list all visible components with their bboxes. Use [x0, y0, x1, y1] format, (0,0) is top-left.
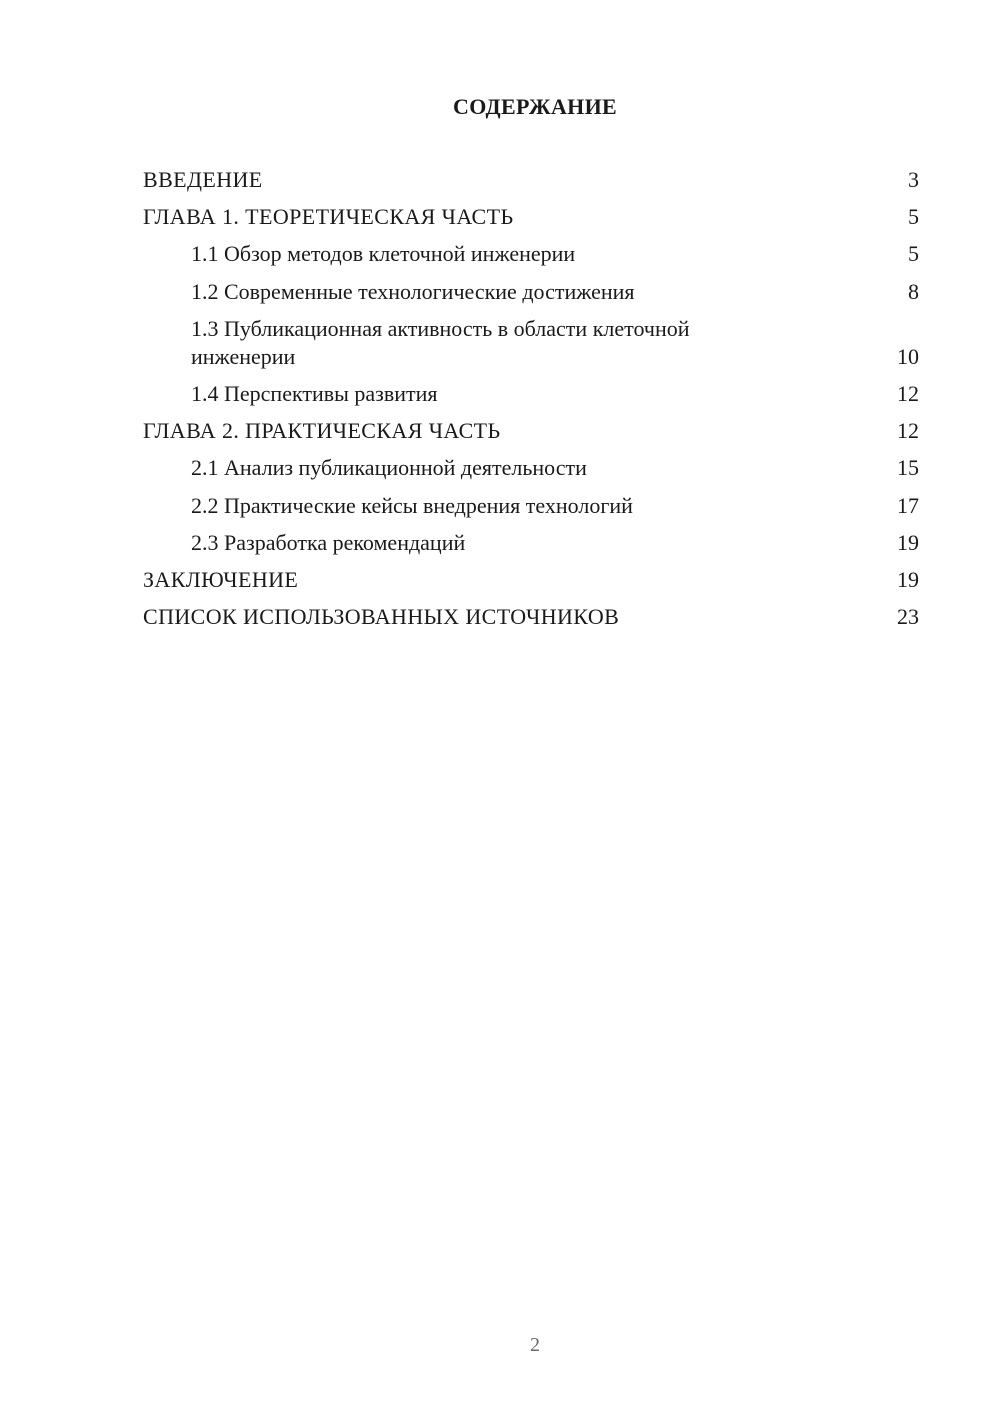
toc-entry-page: 23	[897, 604, 919, 630]
toc-entry-page: 19	[897, 529, 919, 555]
toc-entry-text: ВВЕДЕНИЕ	[143, 167, 263, 192]
toc-entry-text: ГЛАВА 2. ПРАКТИЧЕСКАЯ ЧАСТЬ	[143, 418, 501, 444]
toc-entry-text: 1.1 Обзор методов клеточной инженерии	[191, 241, 576, 267]
toc-entry-text: ГЛАВА 1. ТЕОРЕТИЧЕСКАЯ ЧАСТЬ	[143, 204, 514, 230]
toc-entry-text: 1.3 Публикационная активность в области клеточной инженерии	[191, 315, 690, 369]
toc-entry-text: 2.3 Разработка рекомендаций	[191, 529, 466, 555]
toc-entry-page: 3	[908, 167, 919, 192]
toc-entry-page: 15	[897, 455, 919, 481]
toc-entry-page: 12	[897, 418, 919, 444]
toc-entry-conclusion[interactable]	[143, 566, 919, 594]
toc-entry-text: 1.4 Перспективы развития	[191, 380, 438, 406]
toc-entry-section-1-1[interactable]	[143, 240, 919, 268]
toc-entry-chapter-1[interactable]	[143, 203, 919, 231]
toc-entry-text: 2.1 Анализ публикационной деятельности	[191, 455, 587, 481]
toc-entry-section-2-1[interactable]	[143, 454, 919, 482]
toc-entry-text: ЗАКЛЮЧЕНИЕ	[143, 566, 299, 592]
toc-entry-section-1-4[interactable]	[143, 380, 919, 408]
toc-entry-text: СПИСОК ИСПОЛЬЗОВАННЫХ ИСТОЧНИКОВ	[143, 604, 620, 630]
toc-entry-page: 5	[908, 241, 919, 267]
toc-entry-page: 12	[897, 380, 919, 406]
toc-entry-references[interactable]	[143, 603, 919, 631]
toc-entry-section-2-2[interactable]	[143, 492, 919, 520]
toc-entry-page: 8	[908, 278, 919, 304]
toc-entry-page: 10	[897, 343, 919, 369]
toc-entry-section-1-3[interactable]	[143, 315, 919, 371]
toc-entry-text: 2.2 Практические кейсы внедрения технологий	[191, 492, 633, 518]
toc-entry-chapter-2[interactable]	[143, 417, 919, 445]
table-of-contents	[143, 166, 919, 640]
toc-entry-page: 5	[908, 204, 919, 230]
toc-entry-section-1-2[interactable]	[143, 278, 919, 306]
toc-entry-section-2-3[interactable]	[143, 529, 919, 557]
toc-entry-text: 1.2 Современные технологические достижения	[191, 278, 635, 304]
toc-entry-introduction[interactable]	[143, 166, 919, 194]
toc-entry-page: 17	[897, 492, 919, 518]
page-title: СОДЕРЖАНИЕ	[453, 94, 617, 119]
page-number: 2	[530, 1334, 540, 1356]
toc-entry-page: 19	[897, 566, 919, 592]
